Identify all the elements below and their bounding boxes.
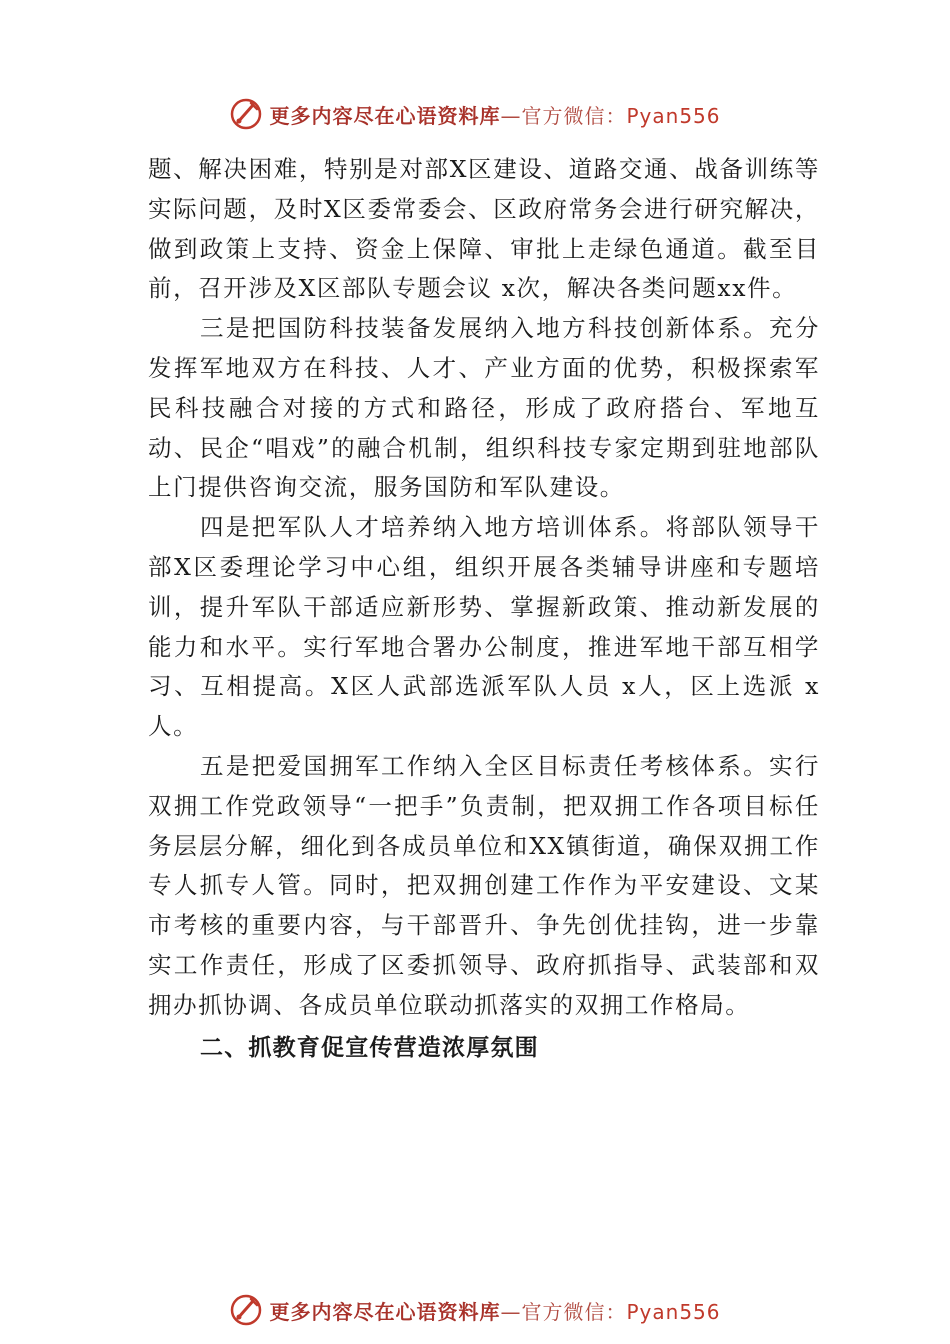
paragraph-continuation: 题、解决困难，特别是对部X区建设、道路交通、战备训练等实际问题，及时X区委常委会、区政府常务会进行研究解决，做到政策上支持、资金上保障、审批上走绿色通道。截至目前，召开涉及X区部队专题会议 x次，解决各类问题xx件。 bbox=[148, 155, 820, 303]
watermark-dash: — bbox=[500, 103, 522, 128]
watermark-wechat-label: 官方微信： bbox=[521, 103, 627, 128]
watermark-header bbox=[0, 94, 950, 134]
paragraph-five: 五是把爱国拥军工作纳入全区目标责任考核体系。实行双拥工作党政领导“一把手”负责制，把双拥工作各项目标任务层层分解，细化到各成员单位和XX镇街道，确保双拥工作专人抓专人管。同时，把双拥创建工作作为平安建设、文某市考核的重要内容，与干部晋升、争先创优挂钩，进一步靠实工作责任，形成了区委抓领导、政府抓指导、武装部和双拥办抓协调、各成员单位联动抓落实的双拥工作格局。 bbox=[148, 751, 820, 1019]
document-body bbox=[148, 150, 820, 1068]
paragraph-three: 三是把国防科技装备发展纳入地方科技创新体系。充分发挥军地双方在科技、人才、产业方面的优势，积极探索军民科技融合对接的方式和路径，形成了政府搭台、军地互动、民企“唱戏”的融合机制，组织科技专家定期到驻地部队上门提供咨询交流，服务国防和军队建设。 bbox=[148, 314, 820, 502]
section-heading: 二、抓教育促宣传营造浓厚氛围 bbox=[200, 1034, 539, 1061]
watermark-footer bbox=[0, 1290, 950, 1330]
watermark-text bbox=[269, 100, 720, 129]
paragraph-four: 四是把军队人才培养纳入地方培训体系。将部队领导干部X区委理论学习中心组，组织开展各类辅导讲座和专题培训，提升军队干部适应新形势、掌握新政策、推动新发展的能力和水平。实行军地合署办公制度，推进军地干部互相学习、互相提高。X区人武部选派军队人员 x人，区上选派 x人。 bbox=[148, 513, 820, 741]
watermark-site: 更多内容尽在心语资料库 bbox=[269, 103, 501, 128]
watermark-wechat-label: 官方微信： bbox=[521, 1299, 627, 1324]
watermark-text bbox=[269, 1296, 720, 1325]
watermark-wechat-id: Pyan556 bbox=[626, 1299, 721, 1324]
watermark-site: 更多内容尽在心语资料库 bbox=[269, 1299, 501, 1324]
brush-logo-icon bbox=[229, 97, 263, 131]
brush-logo-icon bbox=[229, 1293, 263, 1327]
watermark-dash: — bbox=[500, 1299, 522, 1324]
watermark-wechat-id: Pyan556 bbox=[626, 103, 721, 128]
